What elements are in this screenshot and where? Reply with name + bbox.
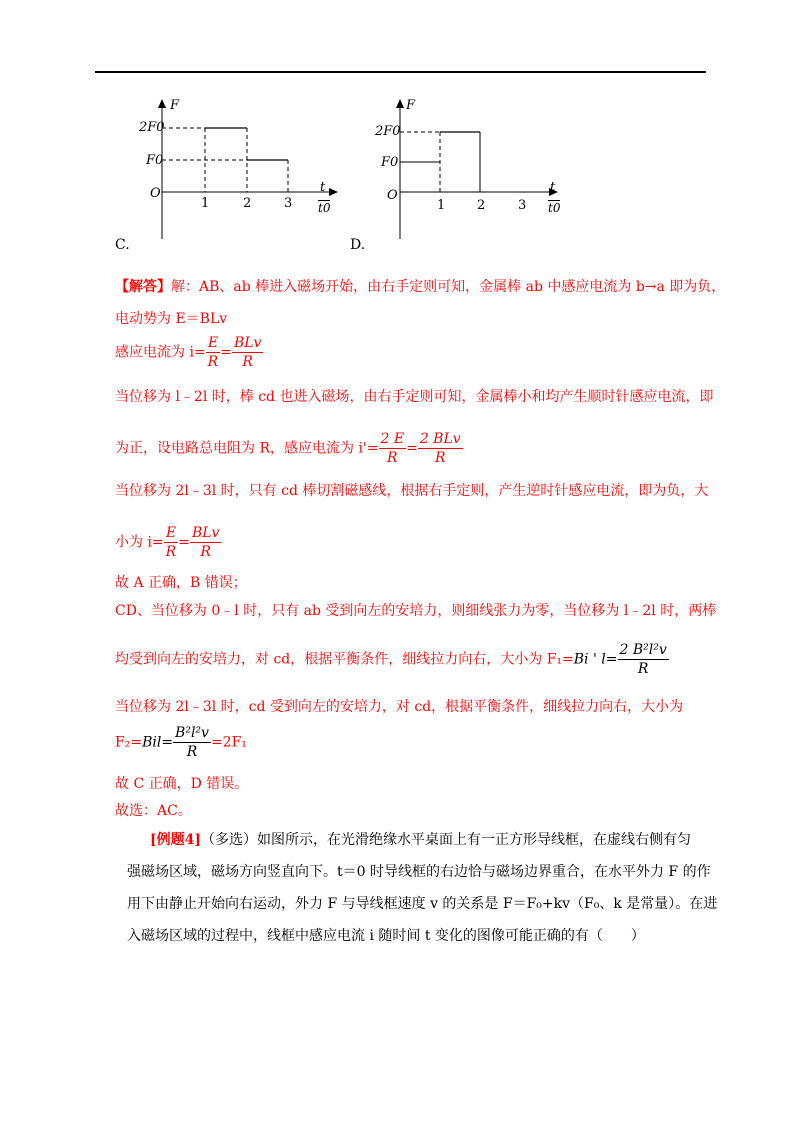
graph-d-tick-f0: F0 bbox=[381, 155, 399, 170]
header-rule bbox=[95, 71, 706, 73]
graph-c-tick-2f0: 2F0 bbox=[139, 120, 165, 135]
answer-line-12: F₂=Bil= $\frac{\text{B²l²v}}{R}$ =2F₁ bbox=[115, 725, 247, 760]
example-line-4: 入磁场区域的过程中，线框中感应电流 i 随时间 t 变化的图像可能正确的有（ ） bbox=[127, 928, 645, 944]
graph-d-x-tick-2: 2 bbox=[477, 198, 486, 213]
answer-line-14: 故选：AC。 bbox=[115, 803, 192, 819]
graph-d-x-label-top: t bbox=[550, 180, 556, 195]
graph-c-x-label-top: t bbox=[320, 180, 326, 195]
graph-c-x-tick-2: 2 bbox=[243, 196, 252, 211]
fraction: $\frac{\text{B²l²v}}{R}$ bbox=[175, 725, 209, 760]
fraction: $\frac{\text{BLv}}{R}$ bbox=[191, 525, 220, 560]
answer-line-7: 小为 i= $\frac{E}{R}$ = $\frac{\text{BLv}}{R}$ bbox=[115, 525, 220, 560]
example-line-2: 强磁场区域，磁场方向竖直向下。t＝0 时导线框的右边恰与磁场边界重合，在水平外力 F 的作 bbox=[127, 864, 711, 880]
answer-line-9: CD、当位移为 0﹣l 时，只有 ab 受到向左的安培力，则细线张力为零，当位移为 l﹣2l 时，两棒 bbox=[115, 603, 717, 619]
graph-d-tick-2f0: 2F0 bbox=[375, 124, 401, 139]
option-d-label: D. bbox=[350, 237, 366, 253]
answer-line-13: 故 C 正确，D 错误。 bbox=[115, 776, 249, 792]
answer-line-2: 电动势为 E＝BLv bbox=[115, 311, 228, 327]
graph-c-y-arrow bbox=[158, 99, 166, 108]
graph-d-x-label-bottom: t0 bbox=[548, 201, 561, 215]
answer-line-3: 感应电流为 i= $\frac{E}{R}$ = $\frac{\text{BLv}}{R}$ bbox=[115, 335, 262, 370]
graph-c-tick-f0: F0 bbox=[146, 153, 164, 168]
graph-c-x-arrow bbox=[329, 188, 338, 196]
graph-d-y-arrow bbox=[396, 99, 404, 108]
graph-c-x-label-bottom: t0 bbox=[318, 201, 331, 215]
fraction: $\frac{E}{R}$ bbox=[207, 335, 219, 370]
fraction: $\frac{E}{R}$ bbox=[165, 525, 177, 560]
answer-line-4: 当位移为 l﹣2l 时，棒 cd 也进入磁场，由右手定则可知，金属棒小和均产生顺时针感应电流，即 bbox=[115, 389, 714, 405]
fraction: $\frac{2 E}{R}$ bbox=[380, 431, 405, 466]
option-c-label: C. bbox=[115, 237, 130, 253]
fraction: $\frac{\text{2 BLv}}{R}$ bbox=[419, 431, 461, 466]
answer-line-8: 故 A 正确，B 错误； bbox=[115, 575, 247, 591]
graph-d-x-tick-3: 3 bbox=[518, 198, 527, 213]
answer-line-10: 均受到向左的安培力，对 cd，根据平衡条件，细线拉力向右，大小为 F₁=Bi ' l= $\frac{\text{2 B²l²v}}{R}$ bbox=[115, 642, 667, 677]
answer-line-6: 当位移为 2l﹣3l 时，只有 cd 棒切割磁感线，根据右手定则，产生逆时针感应电流，即为负，大 bbox=[115, 483, 709, 499]
answer-line-5: 为正，设电路总电阻为 R，感应电流为 i'= $\frac{2 E}{R}$ = $\frac{\text{2 BLv}}{R}$ bbox=[115, 431, 461, 466]
example-tag: [例题4] bbox=[150, 832, 201, 848]
graph-c-x-tick-1: 1 bbox=[201, 196, 210, 211]
graph-d bbox=[350, 95, 590, 245]
fraction: $\frac{\text{2 B²l²v}}{R}$ bbox=[619, 642, 667, 677]
answer-line-1: 【解答】解：AB、ab 棒进入磁场开始，由右手定则可知，金属棒 ab 中感应电流为 b→a 即为负， bbox=[115, 279, 726, 295]
graph-c-y-label: F bbox=[170, 98, 180, 113]
graph-d-y-label: F bbox=[406, 98, 416, 113]
graph-c-x-tick-3: 3 bbox=[284, 196, 293, 211]
graph-d-x-tick-1: 1 bbox=[437, 198, 446, 213]
answer-tag: 【解答】 bbox=[115, 279, 171, 295]
fraction: $\frac{\text{BLv}}{R}$ bbox=[233, 335, 262, 370]
example-line-1: [例题4]（多选）如图所示，在光滑绝缘水平桌面上有一正方形导线框，在虚线右侧有匀 bbox=[150, 832, 691, 848]
graph-c-origin: O bbox=[150, 186, 161, 201]
answer-line-11: 当位移为 2l﹣3l 时，cd 受到向左的安培力，对 cd，根据平衡条件，细线拉力向右，大小为 bbox=[115, 699, 684, 715]
graph-d-origin: O bbox=[387, 188, 398, 203]
example-line-3: 用下由静止开始向右运动，外力 F 与导线框速度 v 的关系是 F＝F₀+kv（F₀、k 是常量）。在进 bbox=[127, 896, 718, 912]
graph-c bbox=[110, 95, 350, 245]
